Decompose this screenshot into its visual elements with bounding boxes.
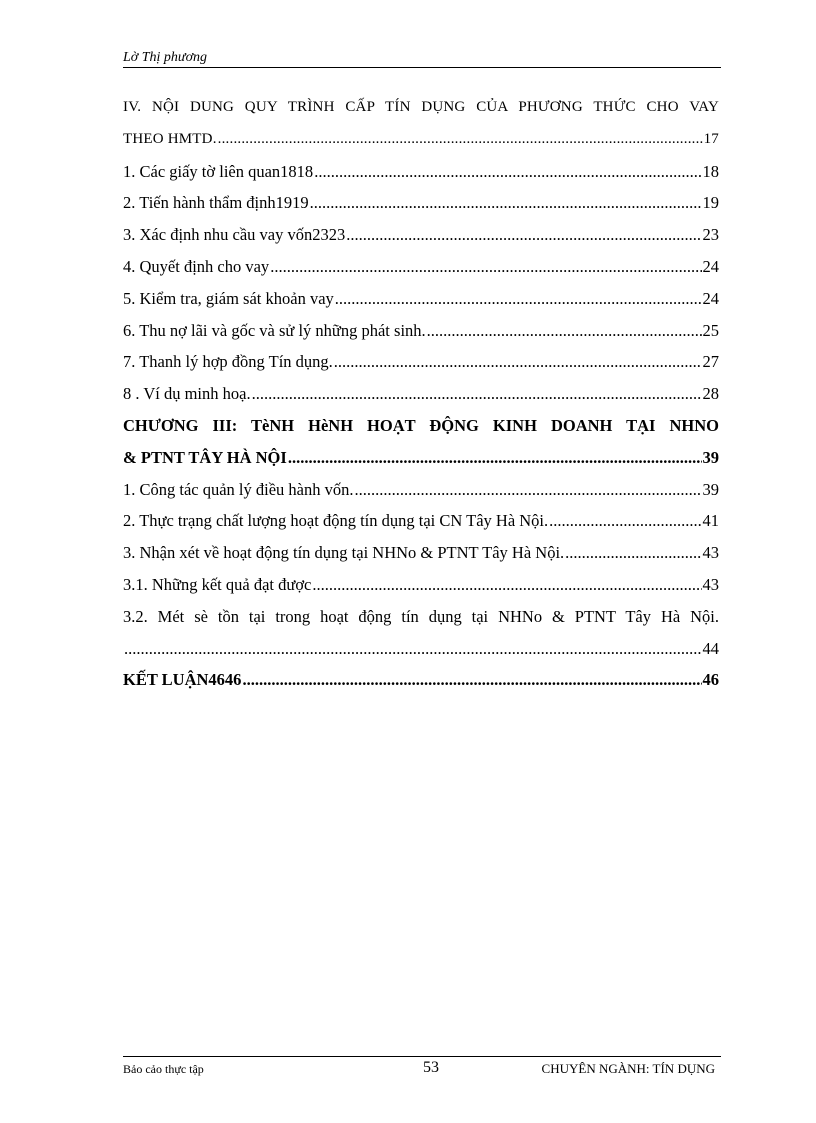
table-of-contents [123,92,719,696]
dot-leader [270,251,701,283]
toc-entry-page: 25 [702,320,719,340]
footer-major-label: CHUYÊN NGÀNH: TÍN DỤNG [541,1061,715,1076]
toc-entry-label: 7. Thanh lý hợp đồng Tín dụng. [123,352,333,372]
toc-entry-label: 2. Thực trạng chất lượng hoạt động tín dụng tại CN Tây Hà Nội. [123,511,549,531]
toc-entry-label: 6. Thu nợ lãi và gốc và sử lý những phát sinh. [123,320,426,340]
page-footer [123,1056,721,1081]
page-number: 53 [423,1059,439,1076]
toc-entry[interactable] [123,187,719,219]
dot-leader [252,378,702,410]
toc-entry-page: 19 [702,193,719,213]
toc-entry[interactable] [123,474,719,506]
toc-entry[interactable] [123,156,719,188]
toc-entry-page: 46 [702,670,719,690]
toc-entry-label: & PTNT TÂY HÀ NỘI [123,447,287,467]
toc-entry-label: 1. Công tác quản lý điều hành vốn. [123,479,354,499]
dot-leader [335,283,702,315]
author-name: Lờ Thị phương [123,50,208,65]
toc-entry[interactable] [123,505,719,537]
toc-entry-line[interactable] [123,92,719,124]
dot-leader [346,219,701,251]
footer-report-label: Bảo cảo thực tập [123,1062,204,1076]
toc-entry-label: KẾT LUẬN4646 [123,670,242,690]
dot-leader [334,346,702,378]
dot-leader [310,187,702,219]
toc-entry-page: 41 [702,511,719,531]
toc-entry-line[interactable] [123,601,719,633]
toc-entry-page: 39 [702,447,719,467]
toc-entry-label: 3. Nhận xét về hoạt động tín dụng tại NHNo & PTNT Tây Hà Nội. [123,543,565,563]
toc-entry-label: 1. Các giấy tờ liên quan1818 [123,161,314,181]
toc-entry-page: 28 [702,384,719,404]
toc-entry-page: 27 [702,352,719,372]
toc-entry-line[interactable] [123,410,719,442]
dot-leader [355,474,702,506]
toc-entry-page: 43 [702,574,719,594]
dot-leader [312,569,701,601]
dot-leader [124,633,702,665]
toc-entry-page: 23 [702,225,719,245]
toc-entry-page: 17 [703,130,719,147]
toc-entry[interactable] [123,251,719,283]
toc-entry[interactable] [123,124,719,156]
toc-entry-title: CHƯƠNG III: TèNH HèNH HOẠT ĐỘNG KINH DOANH TẠI NHNO [123,415,719,435]
toc-entry-page: 24 [702,288,719,308]
page-header [123,50,721,68]
toc-entry[interactable] [123,315,719,347]
toc-entry-page: 18 [702,161,719,181]
toc-entry-label: 5. Kiểm tra, giám sát khoản vay [123,288,334,308]
toc-entry[interactable] [123,283,719,315]
dot-leader [288,442,702,474]
toc-entry[interactable] [123,346,719,378]
toc-entry[interactable] [123,664,719,696]
dot-leader [218,124,703,156]
toc-entry-label: 2. Tiến hành thẩm định1919 [123,193,309,213]
dot-leader [242,664,701,696]
toc-entry-page: 39 [702,479,719,499]
toc-entry-page: 43 [702,543,719,563]
dot-leader [565,537,701,569]
toc-entry-label: 3.1. Những kết quả đạt được [123,574,312,594]
toc-entry[interactable] [123,442,719,474]
toc-entry-page: 44 [702,638,719,658]
toc-entry-label: 8 . Ví dụ minh hoạ. [123,384,251,404]
toc-entry-label: 4. Quyết định cho vay [123,256,270,276]
dot-leader [549,505,701,537]
toc-entry[interactable] [123,378,719,410]
toc-entry[interactable] [123,633,719,665]
toc-entry[interactable] [123,569,719,601]
toc-entry-title: IV. NỘI DUNG QUY TRÌNH CẤP TÍN DỤNG CỦA PHƯƠNG THỨC CHO VAY [123,99,719,115]
toc-entry[interactable] [123,537,719,569]
toc-entry-label: THEO HMTD. [123,130,217,147]
dot-leader [427,315,702,347]
toc-entry-title: 3.2. Mét sè tồn tại trong hoạt động tín dụng tại NHNo & PTNT Tây Hà Nội. [123,606,719,626]
toc-entry-page: 24 [702,256,719,276]
toc-entry[interactable] [123,219,719,251]
toc-entry-label: 3. Xác định nhu cầu vay vốn2323 [123,225,346,245]
dot-leader [314,156,701,188]
